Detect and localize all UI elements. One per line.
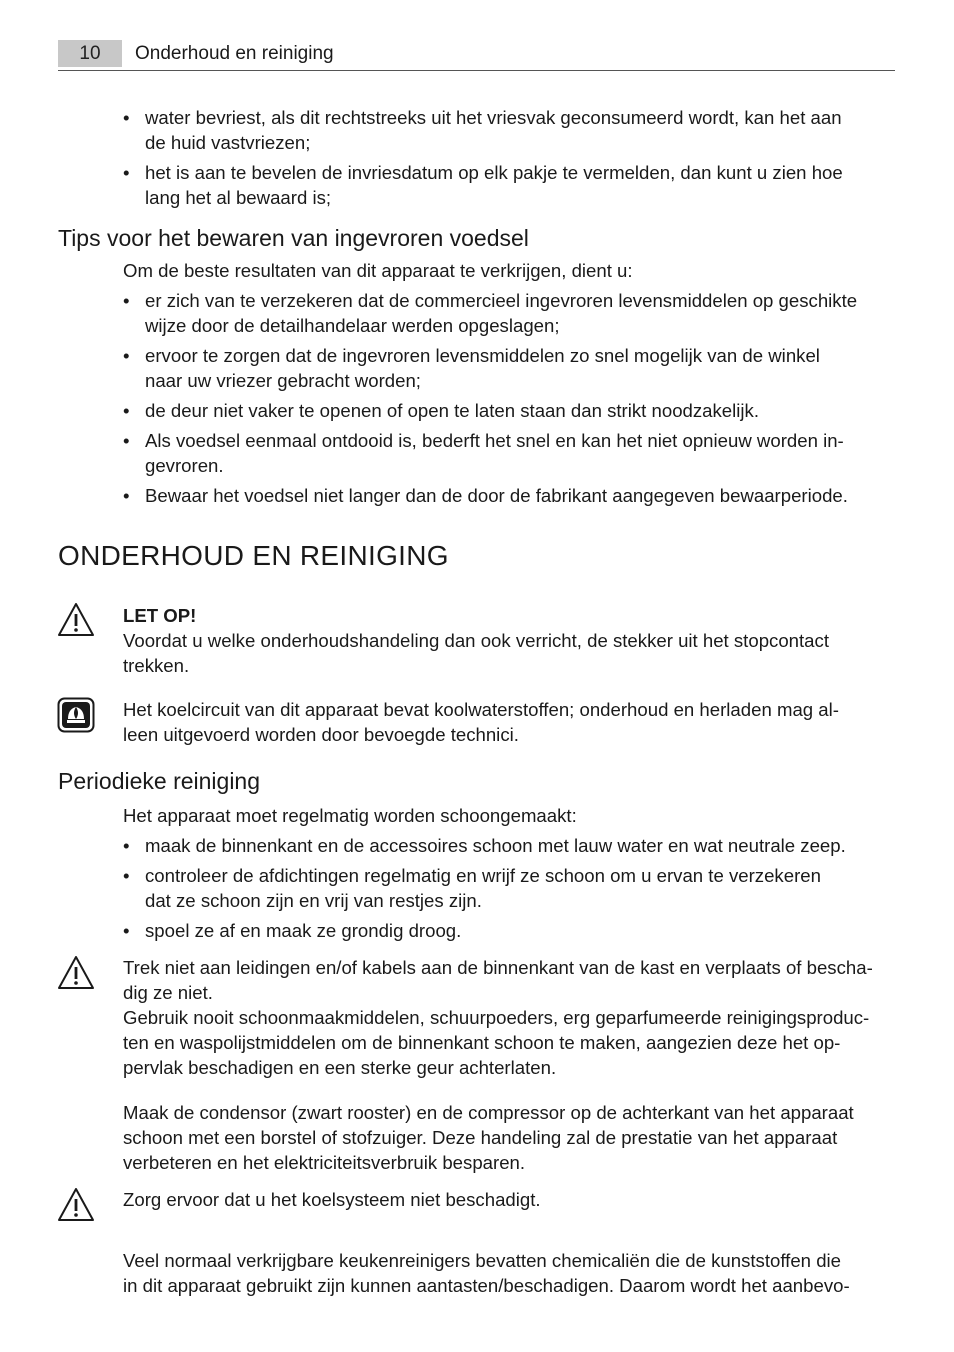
bullet-line: er zich van te verzekeren dat de commercieel ingevroren levensmiddelen op geschikte bbox=[145, 290, 858, 311]
bullet-dot: • bbox=[123, 920, 130, 941]
list-item bbox=[123, 833, 895, 858]
periodic-heading: Periodieke reiniging bbox=[58, 768, 261, 794]
warning-title: LET OP! bbox=[123, 605, 197, 626]
bullet-dot: • bbox=[123, 430, 130, 451]
bullet-dot: • bbox=[123, 485, 130, 506]
tips-intro: Om de beste resultaten van dit apparaat te verkrijgen, dient u: bbox=[123, 260, 633, 281]
list-item bbox=[123, 343, 895, 393]
list-item bbox=[123, 160, 895, 210]
paragraph-line: schoon met een borstel of stofzuiger. Deze handeling zal de prestatie van het apparaat bbox=[123, 1127, 838, 1148]
note-line: leen uitgevoerd worden door bevoegde technici. bbox=[123, 724, 519, 745]
warning-line: trekken. bbox=[123, 655, 190, 676]
bullet-line: wijze door de detailhandelaar werden opgeslagen; bbox=[145, 315, 560, 336]
paragraph-line: verbeteren en het elektriciteitsverbruik besparen. bbox=[123, 1152, 526, 1173]
bullet-dot: • bbox=[123, 865, 130, 886]
list-item bbox=[123, 428, 895, 478]
main-heading: ONDERHOUD EN REINIGING bbox=[58, 540, 449, 571]
periodic-intro: Het apparaat moet regelmatig worden schoongemaakt: bbox=[123, 805, 577, 826]
list-item bbox=[123, 918, 895, 943]
bullet-line: gevroren. bbox=[145, 455, 224, 476]
bullet-line: water bevriest, als dit rechtstreeks uit het vriesvak geconsumeerd wordt, kan het aan bbox=[145, 107, 842, 128]
bullet-line: de huid vastvriezen; bbox=[145, 132, 311, 153]
final-paragraph bbox=[123, 1248, 895, 1298]
bullet-line: lang het al bewaard is; bbox=[145, 187, 332, 208]
list-item bbox=[123, 863, 895, 913]
bullet-line: Bewaar het voedsel niet langer dan de door de fabrikant aangegeven bewaarperiode. bbox=[145, 485, 848, 506]
warning-block bbox=[123, 955, 895, 1080]
paragraph-line: Veel normaal verkrijgbare keukenreinigers bevatten chemicaliën die de kunststoffen die bbox=[123, 1250, 842, 1271]
warning-line: Voordat u welke onderhoudshandeling dan ook verricht, de stekker uit het stopcontact bbox=[123, 630, 829, 651]
bullet-line: maak de binnenkant en de accessoires schoon met lauw water en wat neutrale zeep. bbox=[145, 835, 846, 856]
bullet-line: ervoor te zorgen dat de ingevroren levensmiddelen zo snel mogelijk van de winkel bbox=[145, 345, 820, 366]
paragraph-line: Maak de condensor (zwart rooster) en de compressor op de achterkant van het apparaat bbox=[123, 1102, 854, 1123]
bullet-dot: • bbox=[123, 345, 130, 366]
warning-triangle-icon bbox=[57, 1187, 95, 1223]
warning-line: dig ze niet. bbox=[123, 982, 213, 1003]
warning-line: Zorg ervoor dat u het koelsysteem niet beschadigt. bbox=[123, 1189, 541, 1210]
list-item bbox=[123, 398, 895, 423]
note-line: Het koelcircuit van dit apparaat bevat koolwaterstoffen; onderhoud en herladen mag al- bbox=[123, 699, 839, 720]
bullet-line: de deur niet vaker te openen of open te laten staan dan strikt noodzakelijk. bbox=[145, 400, 760, 421]
bullet-line: dat ze schoon zijn en vrij van restjes zijn. bbox=[145, 890, 482, 911]
warning-block bbox=[123, 1187, 895, 1212]
warning-block bbox=[123, 603, 895, 678]
page-header bbox=[58, 40, 895, 71]
warning-line: Trek niet aan leidingen en/of kabels aan de binnenkant van de kast en verplaats of bescha- bbox=[123, 957, 873, 978]
page-number: 10 bbox=[58, 40, 122, 67]
condensor-paragraph bbox=[123, 1100, 895, 1175]
bullet-dot: • bbox=[123, 835, 130, 856]
list-item bbox=[123, 288, 895, 338]
warning-triangle-icon bbox=[57, 602, 95, 638]
bullet-dot: • bbox=[123, 400, 130, 421]
warning-triangle-icon bbox=[57, 955, 95, 991]
bullet-dot: • bbox=[123, 162, 130, 183]
bullet-dot: • bbox=[123, 107, 130, 128]
list-item bbox=[123, 483, 895, 508]
warning-line: Gebruik nooit schoonmaakmiddelen, schuurpoeders, erg geparfumeerde reinigingsproduc- bbox=[123, 1007, 870, 1028]
bullet-line: naar uw vriezer gebracht worden; bbox=[145, 370, 421, 391]
section-title: Onderhoud en reiniging bbox=[135, 43, 334, 64]
warning-line: pervlak beschadigen en een sterke geur achterlaten. bbox=[123, 1057, 557, 1078]
bullet-line: controleer de afdichtingen regelmatig en wrijf ze schoon om u ervan te verzekeren bbox=[145, 865, 821, 886]
bullet-line: spoel ze af en maak ze grondig droog. bbox=[145, 920, 462, 941]
environment-note bbox=[123, 697, 895, 747]
list-item bbox=[123, 105, 895, 155]
bullet-dot: • bbox=[123, 290, 130, 311]
tips-heading: Tips voor het bewaren van ingevroren voedsel bbox=[58, 225, 529, 251]
warning-line: ten en waspolijstmiddelen om de binnenkant schoon te maken, aangezien deze het op- bbox=[123, 1032, 841, 1053]
environment-icon bbox=[57, 697, 95, 733]
paragraph-line: in dit apparaat gebruikt zijn kunnen aantasten/beschadigen. Daarom wordt het aanbevo- bbox=[123, 1275, 850, 1296]
bullet-line: het is aan te bevelen de invriesdatum op elk pakje te vermelden, dan kunt u zien hoe bbox=[145, 162, 843, 183]
bullet-line: Als voedsel eenmaal ontdooid is, bederft het snel en kan het niet opnieuw worden in- bbox=[145, 430, 844, 451]
